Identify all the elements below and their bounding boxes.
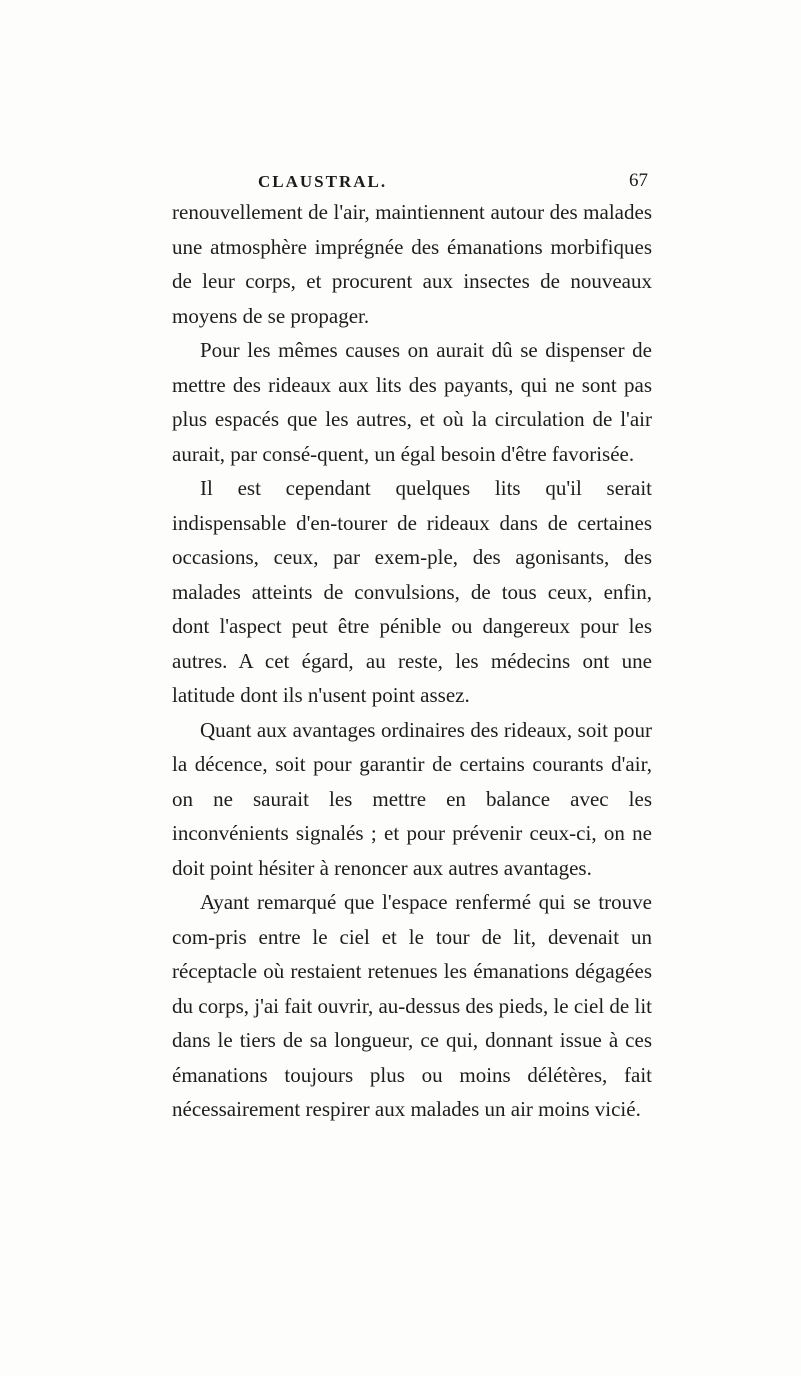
running-title: CLAUSTRAL. xyxy=(258,172,388,191)
running-head xyxy=(218,172,648,196)
paragraph: Ayant remarqué que l'espace renfermé qui se trouve com-pris entre le ciel et le tour de lit, devenait un réceptacle où restaient retenues les émanations dégagées du corps, j'ai fait ouvrir, au-dessus des pieds, le ciel de lit dans le tiers de sa longueur, ce qui, donnant issue à ces émanations toujours plus ou moins délétères, fait nécessairement respirer aux malades un air moins vicié. xyxy=(172,890,652,1121)
paragraph: Pour les mêmes causes on aurait dû se dispenser de mettre des rideaux aux lits des payants, qui ne sont pas plus espacés que les autres, et où la circulation de l'air aurait, par consé-quent, un égal besoin d'être favorisée. xyxy=(172,338,652,466)
body-text xyxy=(172,195,652,1127)
paragraph-continuation: renouvellement de l'air, maintiennent autour des malades une atmosphère imprégnée des émanations morbifiques de leur corps, et procurent aux insectes de nouveaux moyens de se propager. xyxy=(172,200,652,328)
paragraph: Quant aux avantages ordinaires des rideaux, soit pour la décence, soit pour garantir de certains courants d'air, on ne saurait les mettre en balance avec les inconvénients signalés ; et pour prévenir ceux-ci, on ne doit point hésiter à renoncer aux autres avantages. xyxy=(172,717,652,880)
paragraph: Il est cependant quelques lits qu'il serait indispensable d'en-tourer de rideaux dans de certaines occasions, ceux, par exem-ple, des agonisants, des malades atteints de convulsions, de tous ceux, enfin, dont l'aspect peut être pénible ou dangereux pour les autres. A cet égard, au reste, les médecins ont une latitude dont ils n'usent point assez. xyxy=(172,476,652,707)
page-number: 67 xyxy=(629,170,648,191)
